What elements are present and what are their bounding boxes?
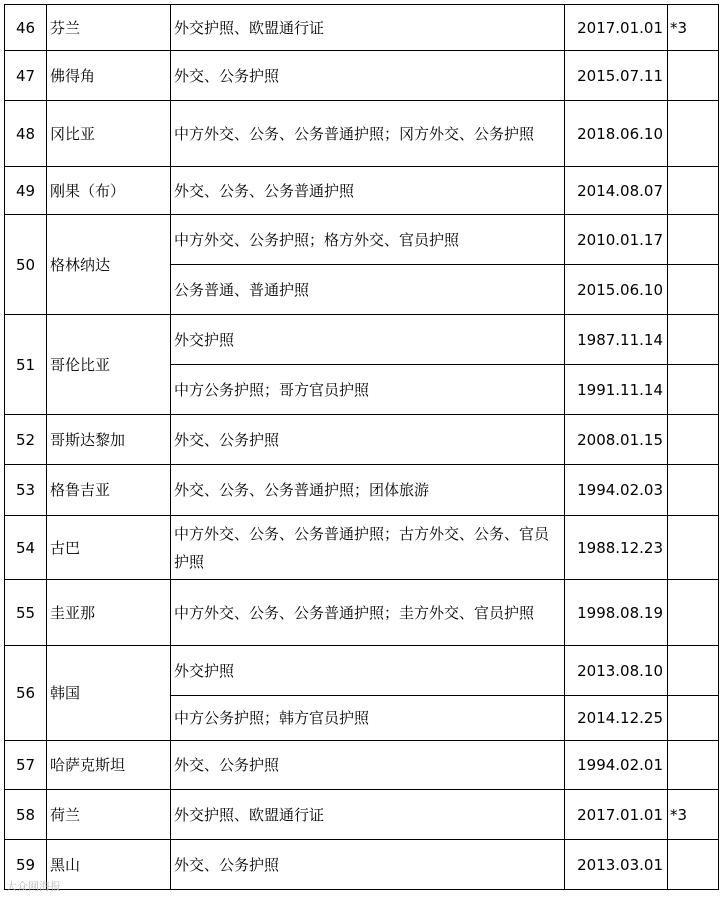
passport-types: 中方外交、公务护照；格方外交、官员护照 [171,215,565,265]
effective-date: 1991.11.14 [565,365,668,415]
row-number: 56 [5,646,47,741]
effective-date: 2018.06.10 [565,101,668,167]
remark [668,415,719,465]
remark [668,646,719,696]
row-number: 54 [5,516,47,580]
effective-date: 2014.08.07 [565,167,668,215]
effective-date: 2013.03.01 [565,840,668,890]
row-number: 46 [5,5,47,51]
table-row [5,840,719,890]
passport-types: 外交、公务护照 [171,415,565,465]
remark [668,101,719,167]
row-number: 57 [5,741,47,790]
remark: *3 [668,5,719,51]
remark [668,167,719,215]
row-number: 48 [5,101,47,167]
table-row [5,51,719,101]
visa-exemption-table [4,4,719,890]
remark [668,365,719,415]
passport-types: 公务普通、普通护照 [171,265,565,315]
passport-types: 外交、公务、公务普通护照 [171,167,565,215]
country-name: 芬兰 [47,5,171,51]
passport-types: 中方外交、公务、公务普通护照；冈方外交、公务护照 [171,101,565,167]
remark [668,840,719,890]
passport-types: 中方公务护照；哥方官员护照 [171,365,565,415]
remark [668,741,719,790]
country-name: 刚果（布） [47,167,171,215]
effective-date: 2017.01.01 [565,790,668,840]
table-row [5,646,719,696]
effective-date: 1998.08.19 [565,580,668,646]
effective-date: 2015.06.10 [565,265,668,315]
row-number: 51 [5,315,47,415]
country-name: 黑山 [47,840,171,890]
passport-types: 中方外交、公务、公务普通护照；古方外交、公务、官员护照 [171,516,565,580]
watermark: 大众网海报 [6,880,61,893]
country-name: 格鲁吉亚 [47,465,171,516]
effective-date: 2013.08.10 [565,646,668,696]
table-row [5,790,719,840]
table-row [5,315,719,365]
passport-types: 中方公务护照；韩方官员护照 [171,696,565,741]
country-name: 佛得角 [47,51,171,101]
passport-types: 外交护照 [171,646,565,696]
effective-date: 1994.02.03 [565,465,668,516]
table-row [5,516,719,580]
row-number: 49 [5,167,47,215]
remark: *3 [668,790,719,840]
remark [668,51,719,101]
country-name: 冈比亚 [47,101,171,167]
passport-types: 外交、公务护照 [171,741,565,790]
remark [668,696,719,741]
effective-date: 2014.12.25 [565,696,668,741]
row-number: 53 [5,465,47,516]
country-name: 古巴 [47,516,171,580]
passport-types: 外交、公务护照 [171,840,565,890]
country-name: 圭亚那 [47,580,171,646]
effective-date: 2010.01.17 [565,215,668,265]
remark [668,315,719,365]
remark [668,580,719,646]
row-number: 47 [5,51,47,101]
row-number: 55 [5,580,47,646]
remark [668,465,719,516]
passport-types: 外交、公务护照 [171,51,565,101]
row-number: 52 [5,415,47,465]
country-name: 哥伦比亚 [47,315,171,415]
country-name: 哈萨克斯坦 [47,741,171,790]
country-name: 荷兰 [47,790,171,840]
table-row [5,741,719,790]
table-row [5,415,719,465]
remark [668,516,719,580]
passport-types: 外交护照 [171,315,565,365]
remark [668,215,719,265]
country-name: 韩国 [47,646,171,741]
effective-date: 1988.12.23 [565,516,668,580]
effective-date: 1987.11.14 [565,315,668,365]
row-number: 50 [5,215,47,315]
table-row [5,580,719,646]
table-row [5,101,719,167]
passport-types: 中方外交、公务、公务普通护照；圭方外交、官员护照 [171,580,565,646]
passport-types: 外交护照、欧盟通行证 [171,790,565,840]
table-row [5,215,719,265]
table-row [5,167,719,215]
passport-types: 外交、公务、公务普通护照；团体旅游 [171,465,565,516]
table-row [5,5,719,51]
table-body [5,5,719,890]
remark [668,265,719,315]
effective-date: 2017.01.01 [565,5,668,51]
effective-date: 2008.01.15 [565,415,668,465]
effective-date: 2015.07.11 [565,51,668,101]
effective-date: 1994.02.01 [565,741,668,790]
row-number: 59 [5,840,47,890]
row-number: 58 [5,790,47,840]
country-name: 哥斯达黎加 [47,415,171,465]
table-row [5,465,719,516]
country-name: 格林纳达 [47,215,171,315]
passport-types: 外交护照、欧盟通行证 [171,5,565,51]
